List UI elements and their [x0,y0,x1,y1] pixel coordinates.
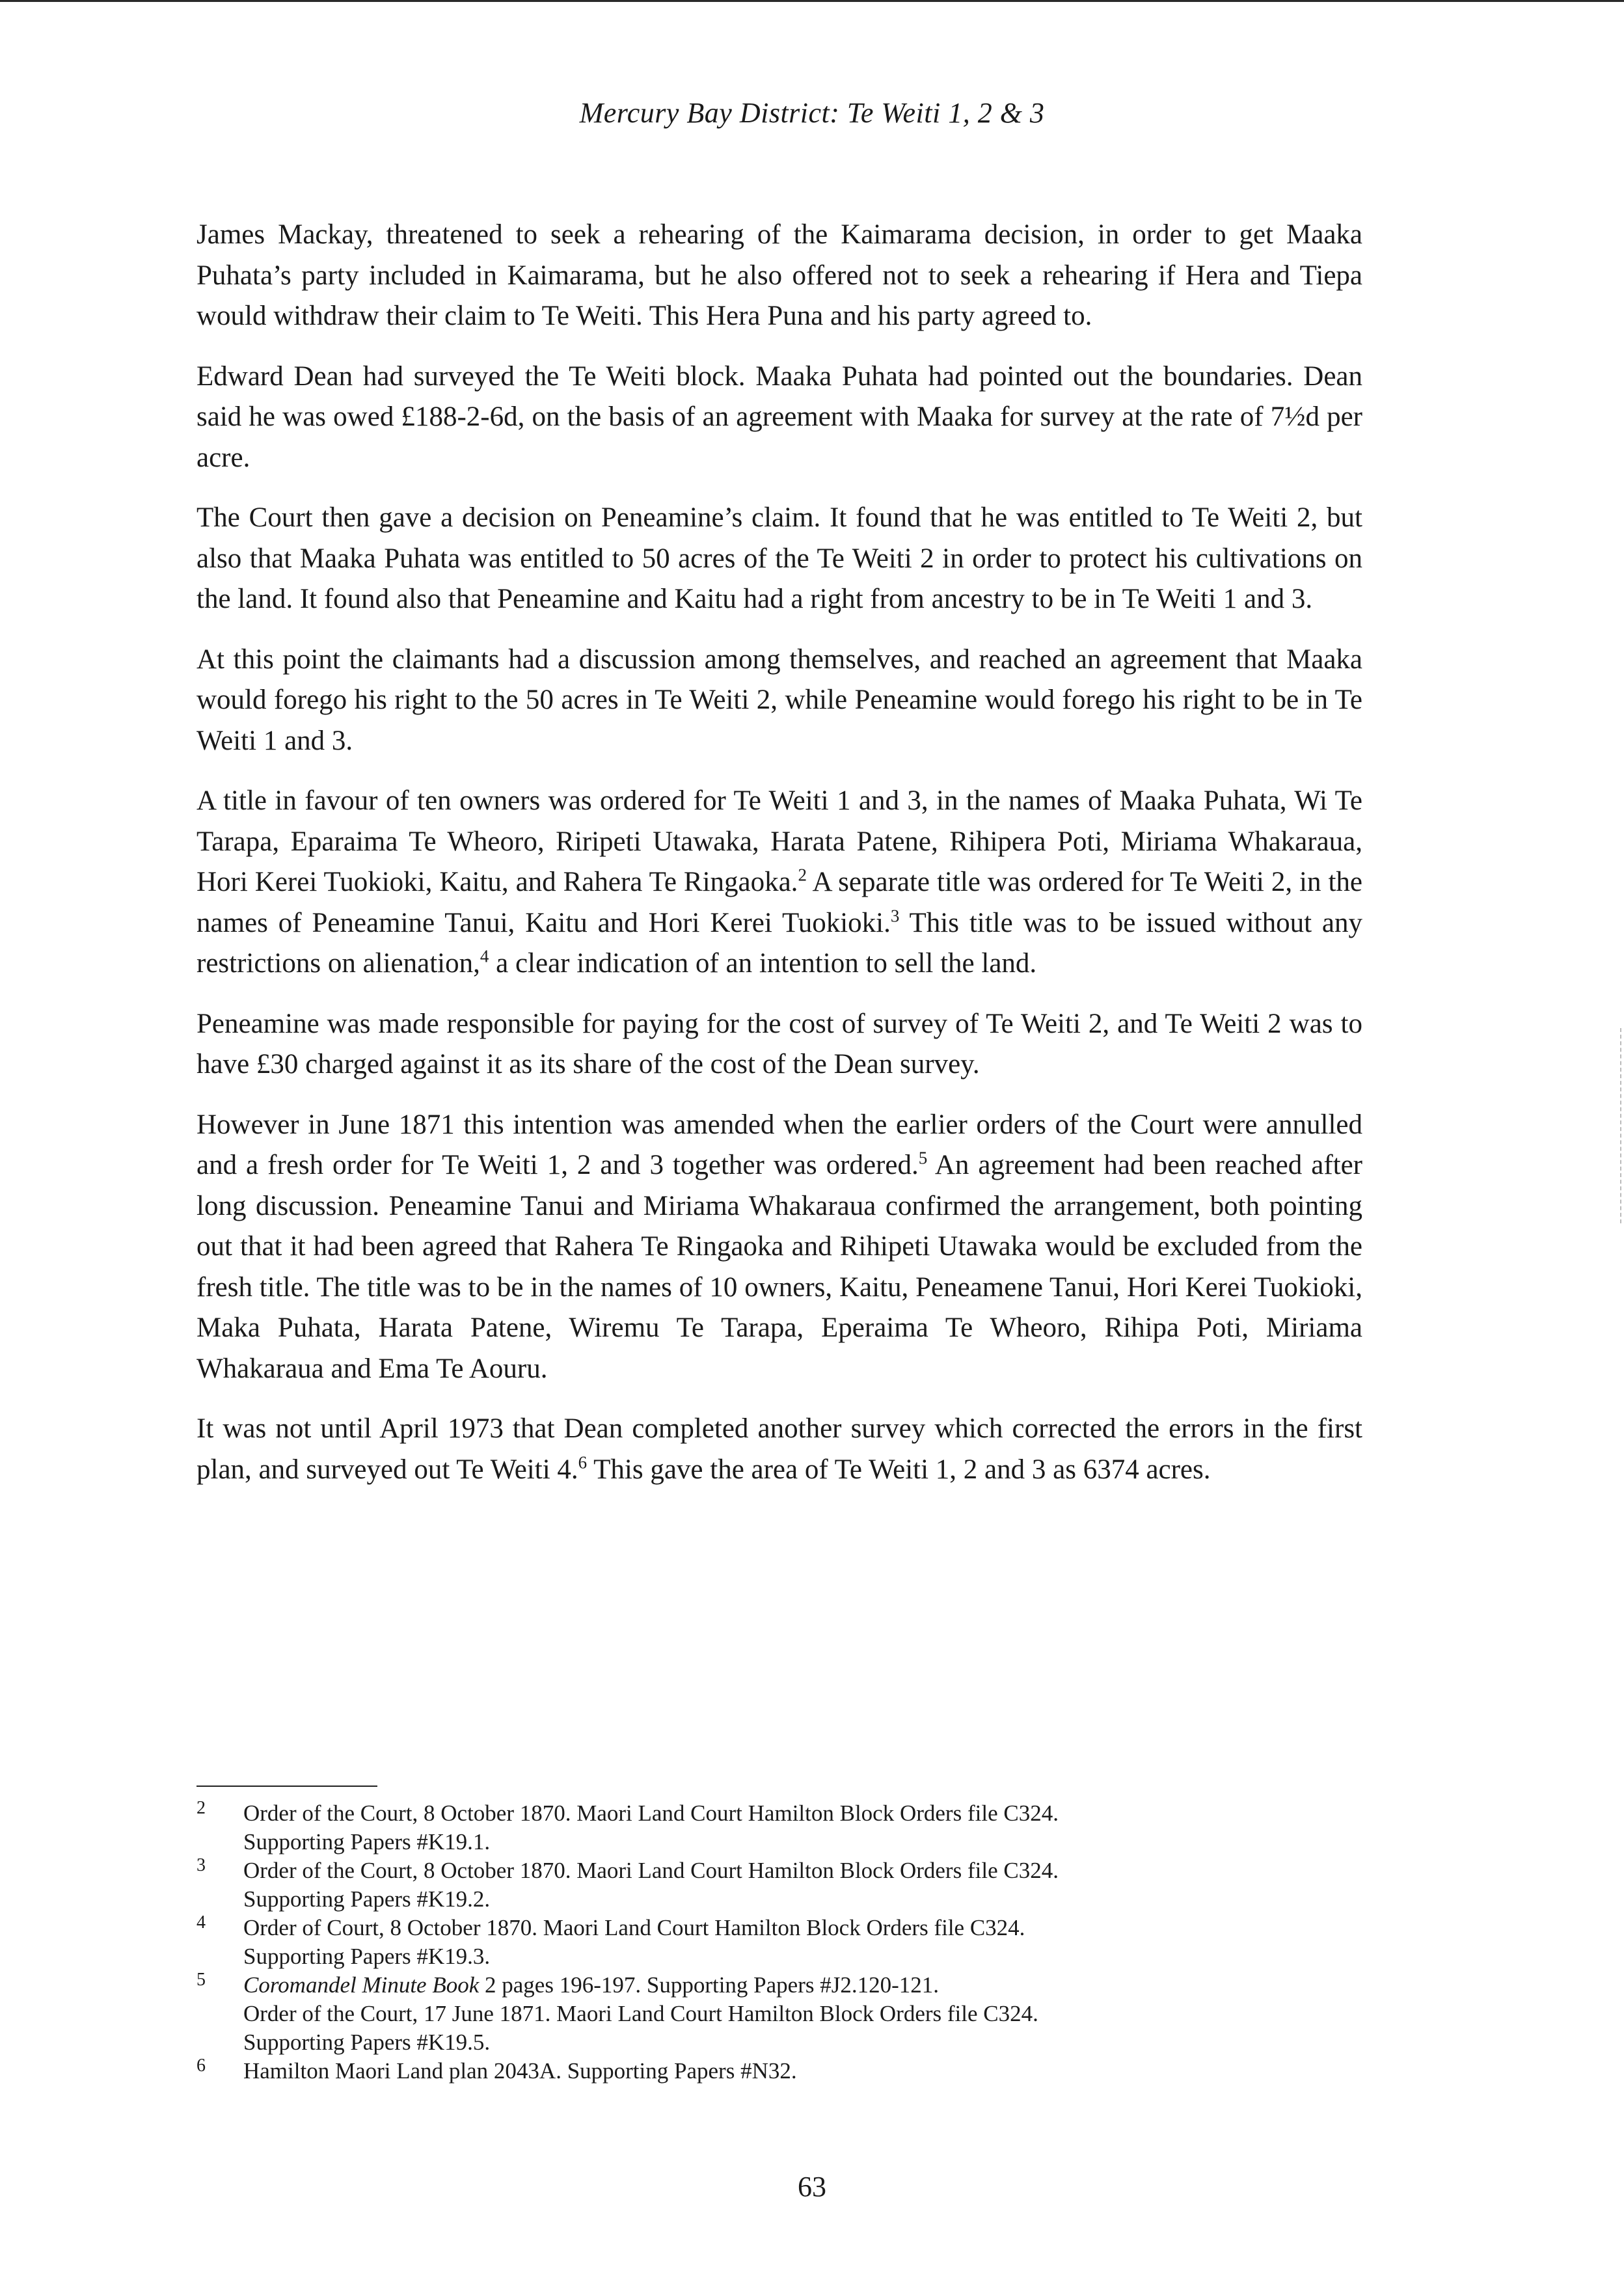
footnote-6 [196,2057,1362,2085]
footnote-line: Order of the Court, 8 October 1870. Maori Land Court Hamilton Block Orders file C324. [243,1858,1059,1883]
footnote-number: 6 [196,2056,206,2076]
footnote-title-italic: Coromandel Minute Book [243,1972,480,1998]
paragraph-7 [196,1105,1362,1390]
footnote-line [243,1971,1362,2000]
paragraph-8-text-a: It was not until April 1973 that Dean completed another survey which corrected the errors in the first plan, and surveyed out Te Weiti 4. [196,1413,1362,1485]
footnote-number: 3 [196,1855,206,1875]
footnote-line: Supporting Papers #K19.2. [243,1886,491,1912]
footnote-divider [196,1786,377,1787]
footnote-line: Hamilton Maori Land plan 2043A. Supporting Papers #N32. [243,2058,797,2084]
paragraph-5 [196,781,1362,985]
footnote-line: Order of the Court, 17 June 1871. Maori Land Court Hamilton Block Orders file C324. [243,2001,1038,2026]
paragraph-7-text-b: An agreement had been reached after long discussion. Peneamine Tanui and Miriama Whakaraua confirmed the arrangement, both pointing out that it had been agreed that Rahera Te Ringaoka and Rihipeti Utawaka would be excluded from the fresh title. The title was to be in the names of 10 owners, Kaitu, Peneamene Tanui, Hori Kerei Tuokioki, Maka Puhata, Harata Patene, Wiremu Te Tarapa, Eperaima Te Wheoro, Rihipa Poti, Miriama Whakaraua and Ema Te Aouru. [196,1150,1362,1384]
footnote-ref-2[interactable]: 2 [798,865,807,885]
page-number: 63 [798,2171,826,2203]
paragraph-8-text-b: This gave the area of Te Weiti 1, 2 and 3 as 6374 acres. [587,1454,1211,1485]
footnote-3 [196,1856,1362,1914]
footnotes [196,1799,1362,2085]
paragraph-5-text-d: a clear indication of an intention to sell the land. [489,948,1037,979]
footnote-line: Order of Court, 8 October 1870. Maori Land Court Hamilton Block Orders file C324. [243,1915,1025,1940]
footnote-ref-5[interactable]: 5 [918,1148,928,1168]
footnote-line: Supporting Papers #K19.5. [243,2030,491,2055]
running-header: Mercury Bay District: Te Weiti 1, 2 & 3 [579,97,1045,129]
paragraph-5-text-b: A separate title was ordered for Te Weiti 2, in the names of Peneamine Tanui, Kaitu and Hori Kerei Tuokioki. [196,867,1362,938]
scan-edge-mark [1620,1028,1621,1223]
footnote-2 [196,1799,1362,1856]
paragraph-3: The Court then gave a decision on Peneamine’s claim. It found that he was entitled to Te Weiti 2, but also that Maaka Puhata was entitled to 50 acres of the Te Weiti 2 in order to protect his cultivations on the land. It found also that Peneamine and Kaitu had a right from ancestry to be in Te Weiti 1 and 3. [196,502,1362,614]
paragraph-2: Edward Dean had surveyed the Te Weiti block. Maaka Puhata had pointed out the boundaries. Dean said he was owed £188-2-6d, on the basis of an agreement with Maaka for survey at the rate of 7½d per acre. [196,360,1362,473]
footnote-ref-6[interactable]: 6 [578,1452,588,1473]
paragraph-6: Peneamine was made responsible for paying for the cost of survey of Te Weiti 2, and Te Weiti 2 was to have £30 charged against it as its share of the cost of the Dean survey. [196,1008,1362,1080]
footnote-4 [196,1914,1362,1971]
footnote-ref-3[interactable]: 3 [890,906,900,926]
body-text [196,215,1362,1510]
footnote-5 [196,1971,1362,2057]
paragraph-5-text-a: A title in favour of ten owners was ordered for Te Weiti 1 and 3, in the names of Maaka Puhata, Wi Te Tarapa, Eparaima Te Wheoro, Riripeti Utawaka, Harata Patene, Rihipera Poti, Miriama Whakaraua, Hori Kerei Tuokioki, Kaitu, and Rahera Te Ringaoka. [196,785,1362,897]
footnote-number: 2 [196,1798,206,1818]
footnote-number: 5 [196,1970,206,1990]
footnote-number: 4 [196,1912,206,1933]
footnote-line: Supporting Papers #K19.1. [243,1829,491,1854]
paragraph-1: James Mackay, threatened to seek a rehearing of the Kaimarama decision, in order to get Maaka Puhata’s party included in Kaimarama, but he also offered not to seek a rehearing if Hera and Tiepa would withdraw their claim to Te Weiti. This Hera Puna and his party agreed to. [196,219,1362,331]
footnote-line-rest: 2 pages 196-197. Supporting Papers #J2.120-121. [479,1972,940,1998]
footnote-ref-4[interactable]: 4 [480,946,489,966]
footnote-line: Order of the Court, 8 October 1870. Maori Land Court Hamilton Block Orders file C324. [243,1800,1059,1826]
paragraph-8 [196,1409,1362,1490]
paragraph-4: At this point the claimants had a discussion among themselves, and reached an agreement that Maaka would forego his right to the 50 acres in Te Weiti 2, while Peneamine would forego his right to be in Te Weiti 1 and 3. [196,644,1362,756]
paragraph-7-text-a: However in June 1871 this intention was amended when the earlier orders of the Court were annulled and a fresh order for Te Weiti 1, 2 and 3 together was ordered. [196,1109,1362,1180]
paragraph-5-text-c: This title was to be issued without any restrictions on alienation, [196,907,1362,979]
footnote-line: Supporting Papers #K19.3. [243,1944,491,1969]
